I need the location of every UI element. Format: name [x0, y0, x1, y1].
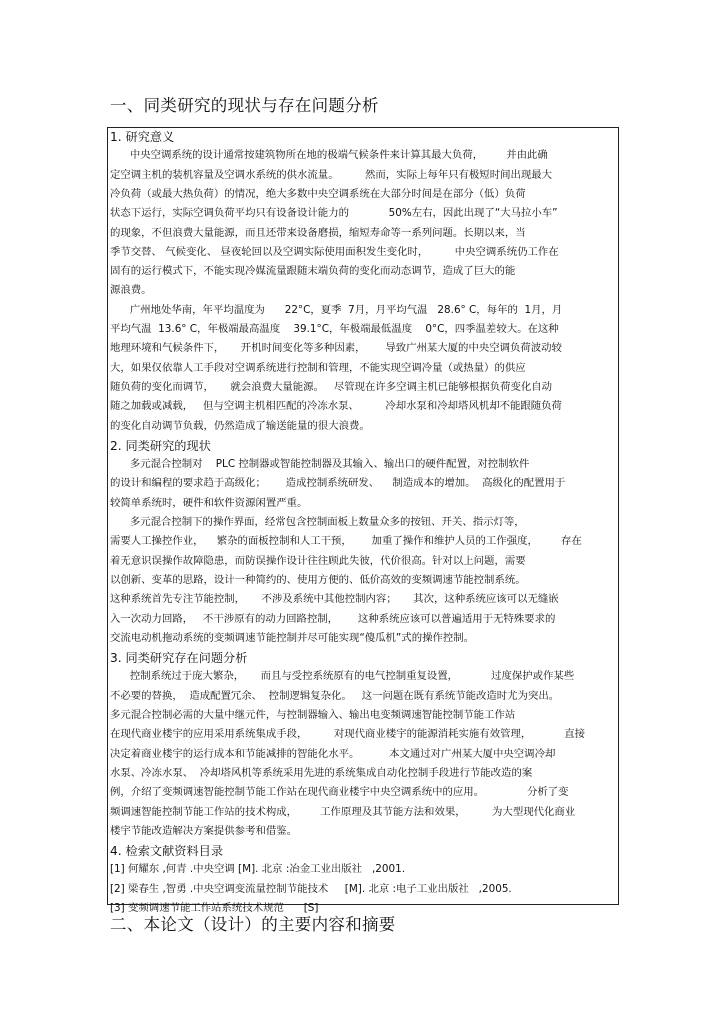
- subsection-heading: 2. 同类研究的现状: [110, 438, 211, 453]
- text-line: 这种系统首先专注节能控制， 不涉及系统中其他控制内容； 其次，这种系统应该可以无缝嵌: [110, 593, 559, 606]
- text-line: 入一次动力回路， 不干涉原有的动力回路控制， 这种系统应该可以普遍适用于无特殊要求的: [110, 612, 556, 625]
- text-line: 决定着商业楼宇的运行成本和节能减排的智能化水平。 本文通过对广州某大厦中央空调冷却: [110, 747, 556, 760]
- text-line: 多元混合控制下的操作界面，经常包含控制面板上数量众多的按钮、开关、指示灯等，: [110, 516, 525, 528]
- text-line: 状态下运行，实际空调负荷平均只有设备设计能力的 50%左右，因此出现了“大马拉小车”: [110, 207, 558, 220]
- text-line: 地理环境和气候条件下， 开机时间变化等多种因素， 导致广州某大厦的中央空调负荷波动较: [110, 342, 562, 355]
- subsection-heading: 4. 检索文献资料目录: [110, 844, 224, 859]
- text-line: 冷负荷（或最大热负荷）的情况，绝大多数中央空调系统在大部分时间是在部分（低）负荷: [110, 187, 526, 200]
- text-line: 定空调主机的装机容量及空调水系统的供水流量。 然而，实际上每年只有极短时间出现最大: [110, 168, 553, 181]
- text-line: 例，介绍了变频调速智能控制节能工作站在现代商业楼宇中央空调系统中的应用。 分析了变: [110, 786, 569, 799]
- text-line: 随负荷的变化而调节， 就会浪费大量能源。 尽管现在许多空调主机已能够根据负荷变化自动: [110, 380, 553, 393]
- text-line: 源浪费。: [110, 284, 152, 297]
- text-line: [1] 何耀东 ,何青 .中央空调 [M]. 北京 :冶金工业出版社 ,2001.: [110, 863, 406, 876]
- text-line: 水泵、冷冻水泵、 冷却塔风机等系统采用先进的系统集成自动化控制手段进行节能改造的案: [110, 766, 533, 779]
- text-line: 不必要的替换， 造成配置冗余、 控制逻辑复杂化。 这一问题在既有系统节能改造时尤为突出。: [110, 689, 560, 702]
- text-line: [2] 梁春生 ,智勇 .中央空调变流量控制节能技术 [M]. 北京 :电子工业出版社 ,2005.: [110, 882, 512, 895]
- text-line: 多元混合控制对 PLC 控制器或智能控制器及其输入、输出口的硬件配置，对控制软件: [110, 458, 530, 471]
- text-line: 的变化自动调节负载，仍然造成了输送能量的很大浪费。: [110, 419, 370, 432]
- text-line: 的现象，不但浪费大量能源，而且还带来设备磨损，缩短寿命等一系列问题。长期以来，当: [110, 226, 526, 239]
- text-line: 较简单系统时，硬件和软件资源闲置严重。: [110, 496, 308, 509]
- text-line: 大，如果仅依靠人工手段对空调系统进行控制和管理，不能实现空调冷量（或热量）的供应: [110, 361, 526, 374]
- subsection-heading: 3. 同类研究存在问题分析: [110, 651, 248, 666]
- text-line: 固有的运行模式下，不能实现冷媒流量跟随末端负荷的变化而动态调节，造成了巨大的能: [110, 265, 516, 278]
- text-line: 随之加载或减载， 但与空调主机相匹配的冷冻水泵、 冷却水泵和冷却塔风机却不能跟随负荷: [110, 400, 562, 413]
- text-line: [3] 变频调速节能工作站系统技术规范 [S]: [110, 902, 319, 914]
- text-line: 频调速智能控制节能工作站的技术构成， 工作原理及其节能方法和效果， 为大型现代化商业: [110, 805, 576, 818]
- section-heading-1: 一、同类研究的现状与存在问题分析: [110, 96, 379, 115]
- text-line: 楼宇节能改造解决方案提供参考和借鉴。: [110, 824, 298, 837]
- text-line: 季节交替、 气候变化、 昼夜轮回以及空调实际使用面积发生变化时， 中央空调系统仍工作在: [110, 245, 559, 258]
- text-line: 平均气温 13.6° C，年极端最高温度 39.1°C，年极端最低温度 0°C，四季温差较大。在这种: [110, 323, 559, 335]
- text-line: 多元混合控制必需的大量中继元件，与控制器输入、输出电变频调速智能控制节能工作站: [110, 709, 516, 721]
- section-heading-2: 二、本论文（设计）的主要内容和摘要: [110, 915, 396, 934]
- text-line: 的设计和编程的要求趋于高级化； 造成控制系统研发、 制造成本的增加。 高级化的配置用于: [110, 477, 566, 490]
- text-line: 交流电动机拖动系统的变频调速节能控制并尽可能实现“傻瓜机”式的操作控制。: [110, 631, 475, 644]
- text-line: 广州地处华南，年平均温度为 22°C，夏季 7月，月平均气温 28.6° C，每年的 1月，月: [110, 303, 563, 316]
- text-line: 在现代商业楼宇的应用采用系统集成手段， 对现代商业楼宇的能源消耗实施有效管理， 直接: [110, 728, 586, 741]
- text-line: 中央空调系统的设计通常按建筑物所在地的极端气候条件来计算其最大负荷， 并由此确: [110, 149, 548, 162]
- text-line: 着无意识误操作故障隐患，而防误操作设计往往顾此失彼，代价很高。针对以上问题，需要: [110, 554, 526, 567]
- text-line: 以创新、变革的思路，设计一种简约的、使用方便的、低价高效的变频调速节能控制系统。: [110, 573, 526, 586]
- subsection-heading: 1. 研究意义: [110, 130, 175, 144]
- text-line: 需要人工操控作业， 繁杂的面板控制和人工干预， 加重了操作和维护人员的工作强度， 存在: [110, 535, 582, 548]
- text-line: 控制系统过于庞大繁杂， 而且与受控系统原有的电气控制重复设置， 过度保护或作某些: [110, 670, 575, 683]
